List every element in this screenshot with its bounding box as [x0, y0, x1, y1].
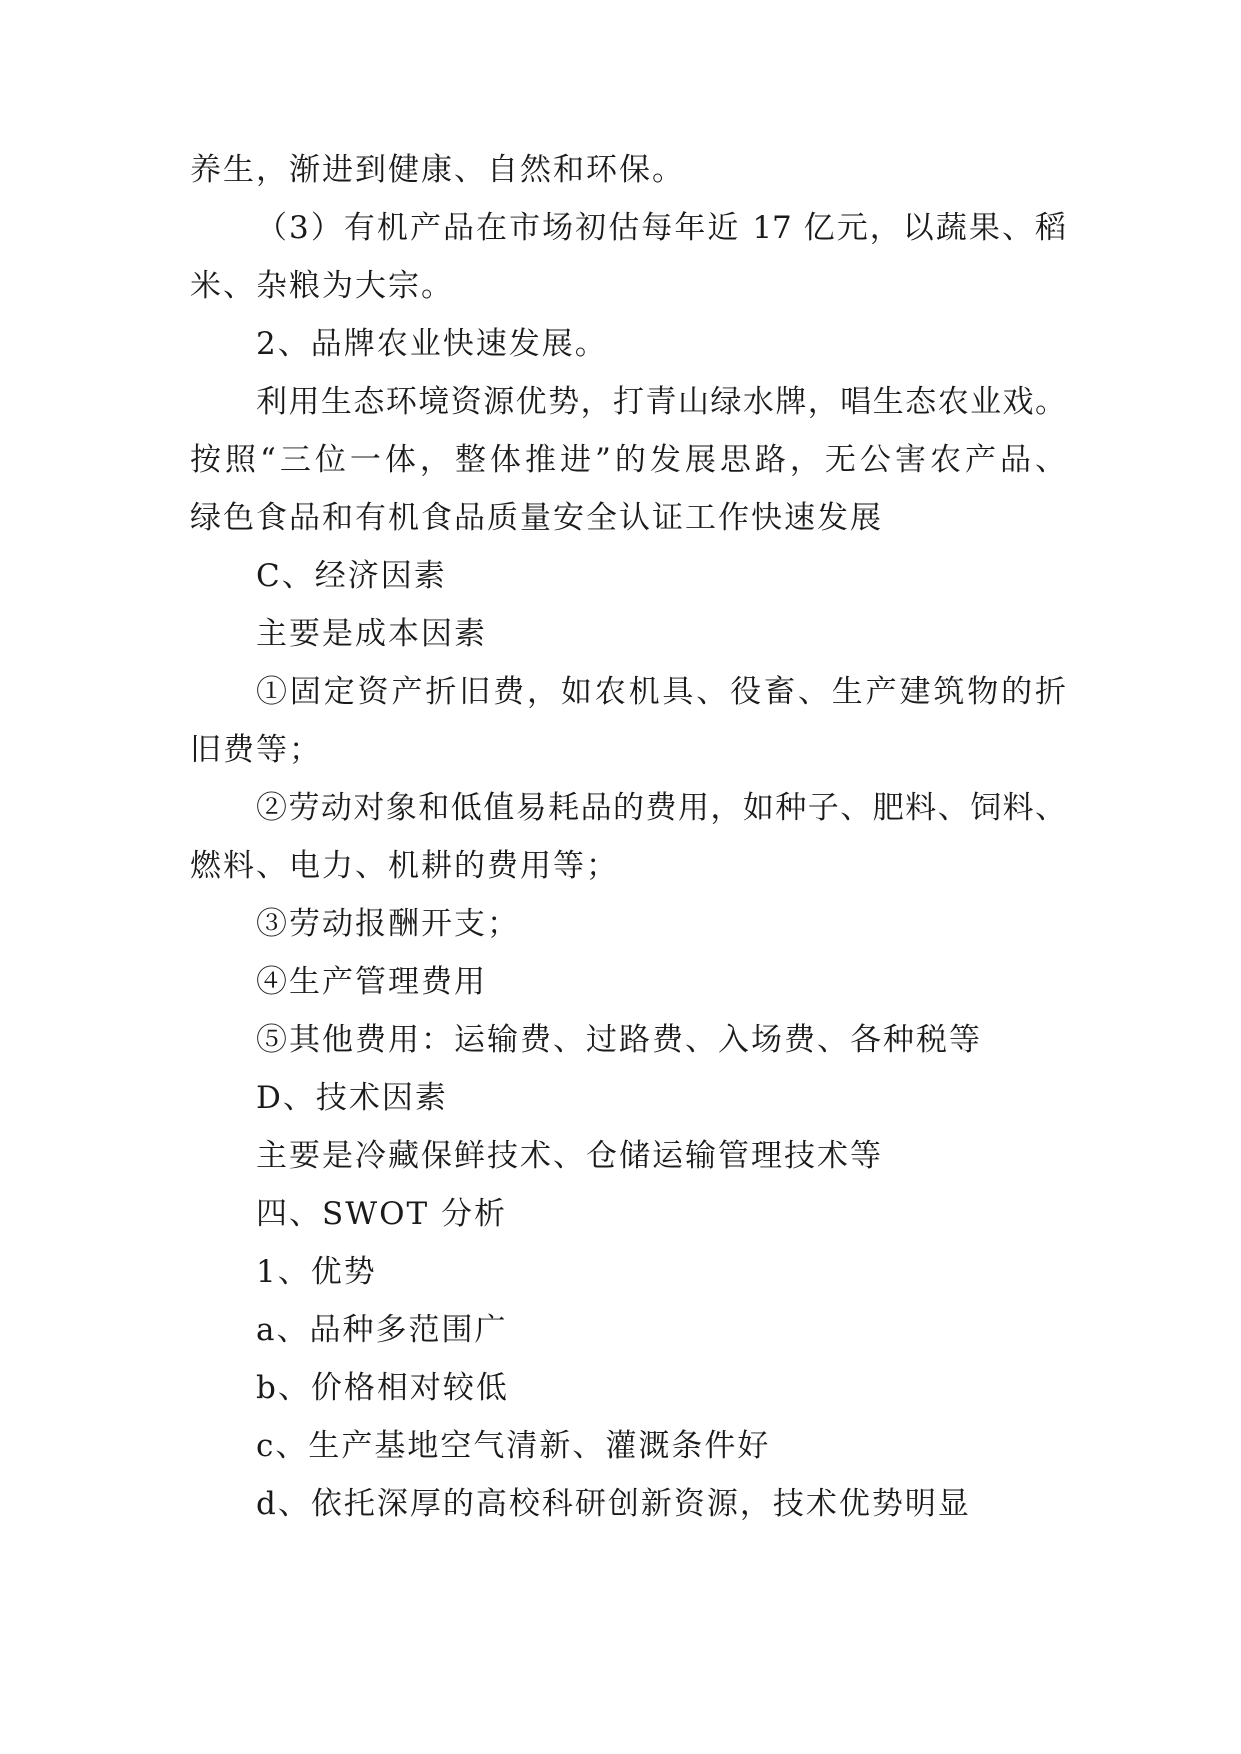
section-heading: D、技术因素 — [256, 1080, 448, 1116]
list-item: 旧费等； — [190, 732, 322, 768]
body-text-line: 主要是成本因素 — [256, 616, 487, 652]
body-text-line: 绿色食品和有机食品质量安全认证工作快速发展 — [190, 500, 883, 536]
list-item: ④生产管理费用 — [256, 964, 487, 1000]
list-item: b、价格相对较低 — [256, 1370, 509, 1406]
body-text-line: 米、杂粮为大宗。 — [190, 268, 454, 304]
list-item: d、依托深厚的高校科研创新资源，技术优势明显 — [256, 1486, 971, 1522]
list-item: a、品种多范围广 — [256, 1312, 508, 1348]
body-text-line: 主要是冷藏保鲜技术、仓储运输管理技术等 — [256, 1138, 883, 1174]
list-item: c、生产基地空气清新、灌溉条件好 — [256, 1428, 771, 1464]
list-item: ③劳动报酬开支； — [256, 906, 520, 942]
section-heading: C、经济因素 — [256, 558, 447, 594]
list-item: ②劳动对象和低值易耗品的费用，如种子、肥料、饲料、 — [256, 790, 1066, 826]
section-heading: 四、SWOT 分析 — [256, 1196, 508, 1232]
list-item: 燃料、电力、机耕的费用等； — [190, 848, 619, 884]
section-heading: 1、优势 — [256, 1254, 377, 1290]
body-text-line: （3）有机产品在市场初估每年近 17 亿元，以蔬果、稻 — [256, 210, 1066, 246]
body-text-line: 利用生态环境资源优势，打青山绿水牌，唱生态农业戏。 — [256, 384, 1066, 420]
list-item: ①固定资产折旧费，如农机具、役畜、生产建筑物的折 — [256, 674, 1066, 710]
list-item: ⑤其他费用：运输费、过路费、入场费、各种税等 — [256, 1022, 982, 1058]
body-text-line: 养生，渐进到健康、自然和环保。 — [190, 152, 685, 188]
body-text-line: 按照“三位一体，整体推进”的发展思路，无公害农产品、 — [190, 442, 1066, 478]
section-heading: 2、品牌农业快速发展。 — [256, 326, 608, 362]
